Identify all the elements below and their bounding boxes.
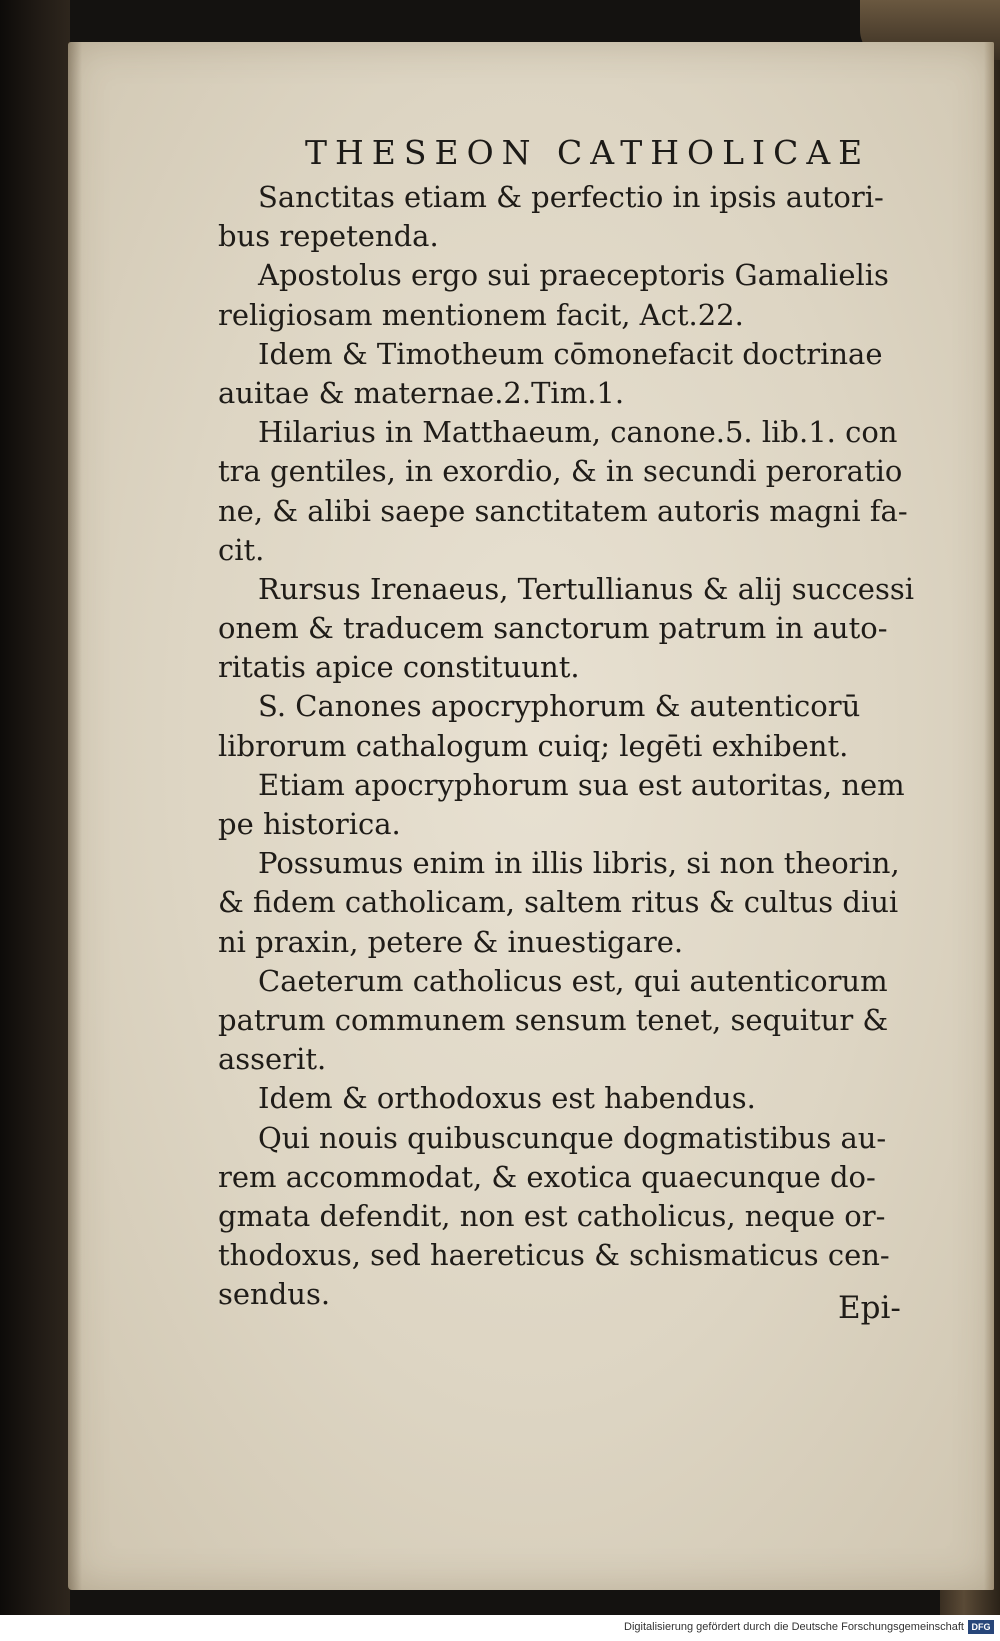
dfg-logo: DFG: [968, 1620, 994, 1634]
text-line: librorum cathalogum cuiq; legēti exhibent.: [218, 728, 849, 763]
digitization-footer: [0, 1615, 1000, 1641]
text-line: bus repetenda.: [218, 219, 439, 254]
text-line: Idem & Timotheum cōmonefacit doctrinae: [258, 336, 883, 371]
text-line: asserit.: [218, 1042, 327, 1077]
text-line: Rursus Irenaeus, Tertullianus & alij successi: [258, 571, 914, 606]
text-line: religiosam mentionem facit, Act.22.: [218, 297, 744, 332]
text-line: Apostolus ergo sui praeceptoris Gamalielis: [258, 258, 889, 293]
text-line: rem accommodat, & exotica quaecunque do-: [218, 1159, 876, 1194]
page-gutter: [68, 42, 82, 1590]
text-line: sendus.: [218, 1277, 331, 1312]
text-line: ne, & alibi saepe sanctitatem autoris magni fa-: [218, 493, 908, 528]
text-line: S. Canones apocryphorum & autenticorū: [258, 689, 861, 724]
page-edge: [984, 42, 994, 1590]
text-line: pe historica.: [218, 807, 401, 841]
text-line: Possumus enim in illis libris, si non theorin,: [258, 846, 900, 881]
text-line: Etiam apocryphorum sua est autoritas, nem: [258, 767, 905, 802]
text-line: Sanctitas etiam & perfectio in ipsis autori-: [258, 180, 884, 214]
text-line: auitae & maternae.2.Tim.1.: [218, 375, 625, 410]
page-body-text: [218, 178, 963, 1314]
text-line: Caeterum catholicus est, qui autenticorum: [258, 963, 888, 998]
binding-shadow: [0, 0, 70, 1641]
text-line: tra gentiles, in exordio, & in secundi peroratio: [218, 454, 903, 489]
text-line: cit.: [218, 532, 265, 567]
text-line: ritatis apice constituunt.: [218, 650, 580, 685]
text-line: gmata defendit, non est catholicus, neque or-: [218, 1198, 886, 1233]
funding-credit: Digitalisierung gefördert durch die Deutsche Forschungsgemeinschaft: [624, 1621, 964, 1633]
text-line: Hilarius in Matthaeum, canone.5. lib.1. con: [258, 415, 898, 450]
text-line: & fidem catholicam, saltem ritus & cultus diui: [218, 885, 899, 920]
text-line: thodoxus, sed haereticus & schismaticus cen-: [218, 1238, 890, 1273]
catchword: Epi-: [838, 1290, 901, 1326]
running-title: THESEON CATHOLICAE: [305, 133, 871, 172]
text-line: Qui nouis quibuscunque dogmatistibus au-: [258, 1120, 887, 1155]
text-line: onem & traducem sanctorum patrum in auto-: [218, 611, 888, 646]
text-line: ni praxin, petere & inuestigare.: [218, 924, 684, 959]
text-line: patrum communem sensum tenet, sequitur &: [218, 1002, 889, 1037]
text-line: Idem & orthodoxus est habendus.: [258, 1081, 756, 1116]
